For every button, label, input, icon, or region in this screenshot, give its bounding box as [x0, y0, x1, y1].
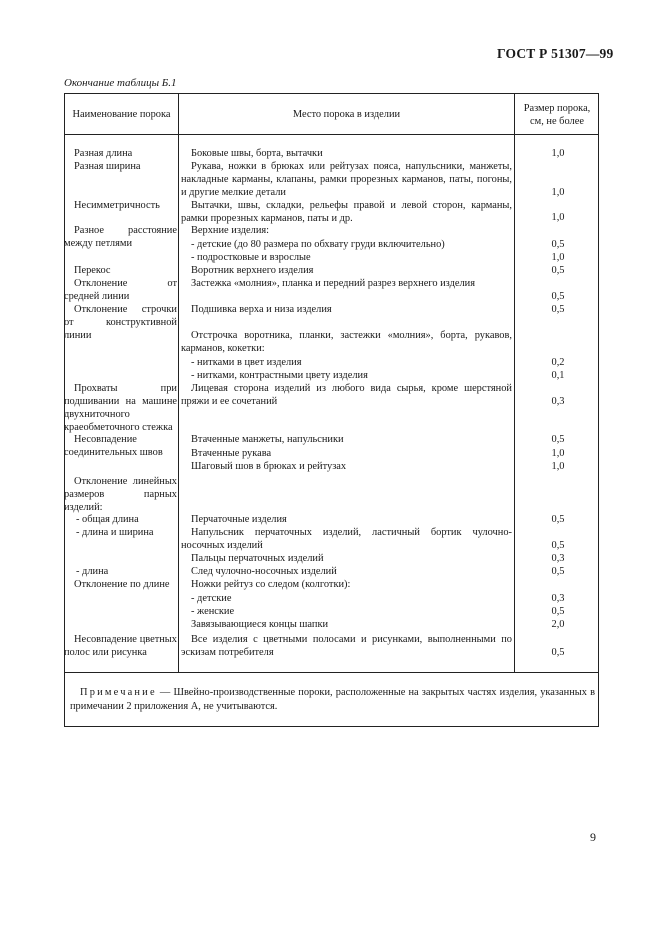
- table-cell-size: 0,5: [551, 304, 565, 315]
- table-cell-location: - детские: [191, 593, 232, 604]
- table-cell-size: 0,5: [551, 514, 565, 525]
- table-cell-location: Ножки рейтуз со следом (колготки):: [191, 579, 351, 590]
- table-caption: Окончание таблицы Б.1: [64, 77, 177, 89]
- table-cell-size: 0,3: [551, 553, 565, 564]
- table-right-border: [598, 93, 599, 727]
- table-cell-location: Воротник верхнего изделия: [191, 265, 314, 276]
- table-cell-location: - нитками в цвет изделия: [191, 357, 302, 368]
- table-cell-location: Перчаточные изделия: [191, 514, 287, 525]
- table-cell-size: 0,3: [551, 396, 565, 407]
- table-cell-defect: Отклонение по длине: [74, 579, 170, 590]
- table-cell-size: 0,5: [551, 540, 565, 551]
- table-cell-location: След чулочно-носочных изделий: [191, 566, 337, 577]
- table-cell-location: - женские: [191, 606, 235, 617]
- note-label: Примечание: [80, 687, 157, 698]
- table-cell-size: 0,5: [551, 265, 565, 276]
- table-cell-location: Все изделия с цветными полосами и рисунками, выполненными по эскизам потребителя: [181, 634, 512, 658]
- table-cell-location: - детские (до 80 размера по обхвату груди включительно): [191, 239, 445, 250]
- table-cell-location: Завязывающиеся концы шапки: [191, 619, 329, 630]
- standard-code: ГОСТ Р 51307—99: [497, 46, 614, 61]
- table-cell-size: 1,0: [551, 148, 565, 159]
- table-cell-location: Втаченные манжеты, напульсники: [191, 434, 344, 445]
- table-cell-location: Шаговый шов в брюках и рейтузах: [191, 461, 347, 472]
- table-cell-location: Застежка «молния», планка и передний разрез верхнего изделия: [191, 278, 476, 289]
- table-cell-location: Верхние изделия:: [191, 225, 270, 236]
- table-cell-defect: Несимметричность: [74, 200, 160, 211]
- table-cell-size: 0,5: [551, 291, 565, 302]
- table-cell-defect: Отклонение от средней линии: [64, 278, 177, 302]
- table-cell-defect: Прохваты при подшивании на машине двухниточного краеобметочного стежка: [64, 383, 177, 433]
- table-cell-defect: - длина: [76, 566, 109, 577]
- table-cell-defect: - общая длина: [76, 514, 139, 525]
- table-cell-location: Рукава, ножки в брюках или рейтузах пояса, напульсники, манжеты, накладные карманы, клапаны, рамки прорезных карманов, паты, погоны, и другие мелкие детали: [181, 161, 512, 198]
- table-cell-defect: Несовпадение цветных полос или рисунка: [64, 634, 177, 658]
- table-cell-size: 1,0: [551, 461, 565, 472]
- table-cell-size: 1,0: [551, 187, 565, 198]
- table-cell-defect: - длина и ширина: [76, 527, 154, 538]
- note-text: — Швейно-производственные пороки, расположенные на закрытых частях изделия, указанных в примечании 2 приложения А, не учитываются.: [70, 687, 595, 712]
- table-top-border: [64, 93, 599, 94]
- table-header-divider: [64, 134, 599, 135]
- table-bottom-border: [64, 726, 599, 727]
- table-cell-size: 0,5: [551, 566, 565, 577]
- table-cell-defect: Разная длина: [74, 148, 133, 159]
- table-cell-size: 0,3: [551, 593, 565, 604]
- table-cell-size: 0,5: [551, 434, 565, 445]
- table-cell-defect: Отклонение строчки от конструктивной линии: [64, 304, 177, 341]
- page-number: 9: [590, 830, 596, 844]
- table-cell-size: 1,0: [551, 252, 565, 263]
- table-cell-location: Втаченные рукава: [191, 448, 272, 459]
- table-cell-size: 0,5: [551, 606, 565, 617]
- table-cell-defect: Несовпадение соединительных швов: [64, 434, 163, 458]
- table-cell-size: 1,0: [551, 448, 565, 459]
- table-cell-location: Вытачки, швы, складки, рельефы правой и левой сторон, карманы, рамки прорезных карманов, паты и др.: [181, 200, 512, 224]
- table-cell-size: 1,0: [551, 212, 565, 223]
- table-note: [70, 686, 595, 714]
- table-cell-defect: Отклонение линейных размеров парных изделий:: [64, 476, 177, 513]
- column-divider-1: [178, 93, 179, 672]
- table-cell-location: Лицевая сторона изделий из любого вида сырья, кроме шерстяной пряжи и ее сочетаний: [181, 383, 512, 407]
- table-cell-location: Боковые швы, борта, вытачки: [191, 148, 323, 159]
- table-cell-location: - подростковые и взрослые: [191, 252, 311, 263]
- table-cell-location: Напульсник перчаточных изделий, ластичный бортик чулочно-носочных изделий: [181, 527, 512, 551]
- table-cell-size: 2,0: [551, 619, 565, 630]
- table-cell-location: Отстрочка воротника, планки, застежки «молния», борта, рукавов, карманов, кокетки:: [181, 330, 512, 354]
- column-header-defect-size: Размер порока, см, не более: [523, 103, 591, 127]
- table-cell-defect: Разное расстояние между петлями: [64, 225, 177, 249]
- table-cell-size: 0,1: [551, 370, 565, 381]
- table-cell-size: 0,5: [551, 239, 565, 250]
- table-cell-defect: Разная ширина: [74, 161, 141, 172]
- table-cell-defect: Перекос: [74, 265, 111, 276]
- table-cell-location: - нитками, контрастными цвету изделия: [191, 370, 368, 381]
- table-cell-size: 0,2: [551, 357, 565, 368]
- table-cell-size: 0,5: [551, 647, 565, 658]
- table-cell-location: Подшивка верха и низа изделия: [191, 304, 332, 315]
- table-body-bottom-border: [64, 672, 599, 673]
- column-header-defect-name: Наименование порока: [72, 109, 171, 120]
- column-header-defect-location: Место порока в изделии: [292, 109, 401, 120]
- table-cell-location: Пальцы перчаточных изделий: [191, 553, 324, 564]
